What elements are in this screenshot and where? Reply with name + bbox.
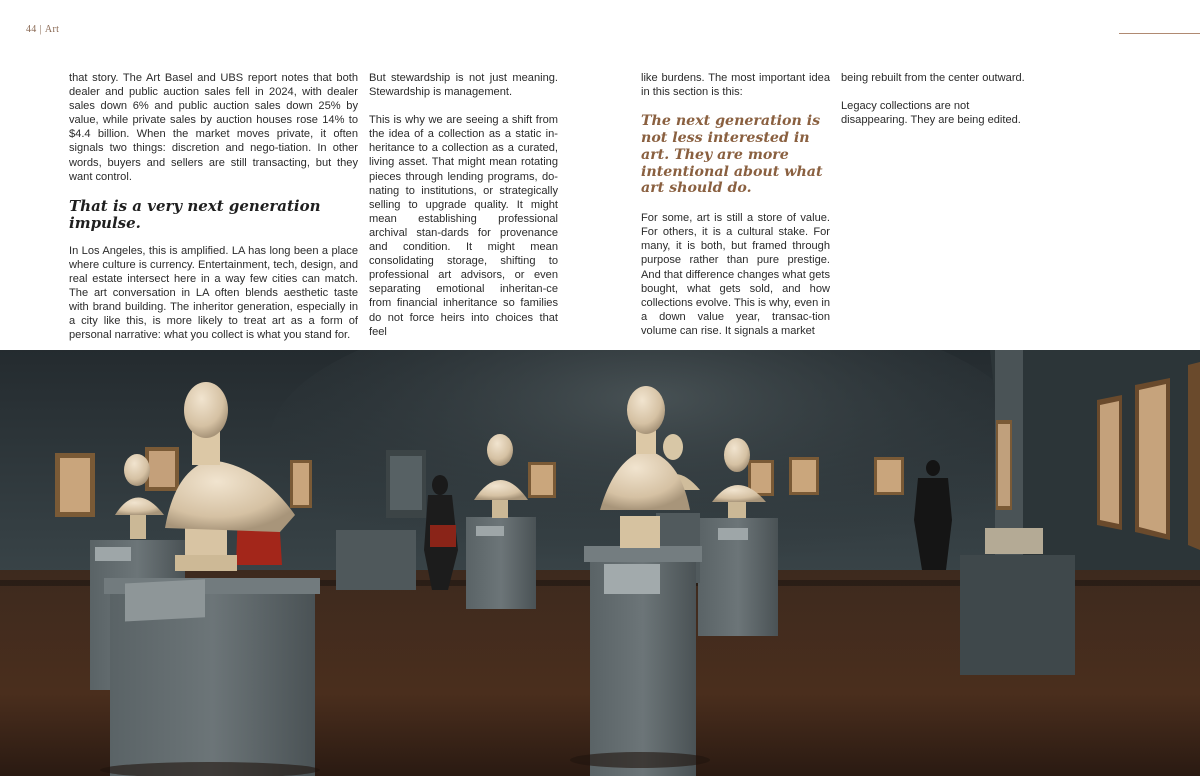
page-folio (26, 24, 59, 35)
museum-gallery-illustration (0, 350, 1200, 776)
paragraph: This is why we are seeing a shift from the idea of a collection as a static in-heritance to a collection as a curated, living asset. That might mean rotating pieces through lending programs, do-nating to institutions, or strategically selling to upgrade quality. It might mean establishing professional archival stan-dards for provenance and condition. It might mean consolidating storage, shifting to professional art advisors, or even separating emotional inheritan-ce from financial inheritance so families do not force heirs into choices that feel (369, 114, 558, 338)
page-number: 44 (26, 24, 37, 35)
pull-quote: The next generation is not less interested in art. They are more intentional about what art should do. (641, 113, 823, 197)
paragraph: being rebuilt from the center outward. (841, 72, 1025, 84)
text-column-4 (841, 71, 1036, 141)
paragraph: But stewardship is not just meaning. Stewardship is management. (369, 72, 558, 99)
paragraph: that story. The Art Basel and UBS report notes that both dealer and public auction sales fell in 2024, with dealer sales down 6% and public auction sales down 25% by value, while private sales by auction houses rose 14% to $4.4 billion. When the market moves private, it often signals two things: discretion and nego-tiation. In other words, buyers and sellers are still transacting, but they want control. (69, 72, 358, 183)
inline-pull-quote: That is a very next generation impulse. (69, 196, 321, 232)
header-rule (1119, 33, 1200, 34)
text-column-2 (369, 71, 558, 353)
paragraph: like burdens. The most important idea in this section is this: (641, 72, 830, 99)
paragraph: In Los Angeles, this is amplified. LA has long been a place where culture is currency. Entertainment, tech, design, and real estate intersect here in a way few cities can match. The art conversation in LA often blends aesthetic taste with brand building. The inheritor generation, especially in a city like this, is more likely to treat art as a form of personal narrative: what you collect is what you stand for. (69, 244, 358, 342)
gallery-photo (0, 350, 1200, 776)
text-column-3 (641, 71, 830, 352)
folio-separator: | (39, 24, 42, 35)
section-name: Art (44, 24, 60, 35)
paragraph: For some, art is still a store of value. For others, it is a cultural stake. For many, it is both, but framed through purpose rather than pure prestige. And that difference changes what gets bought, what gets sold, and how collections evolve. This is why, even in a down value year, transac-tion volume can rise. It signals a market (641, 212, 830, 337)
paragraph: Legacy collections are not disappearing. They are being edited. (841, 100, 1021, 127)
text-column-1 (69, 71, 358, 356)
